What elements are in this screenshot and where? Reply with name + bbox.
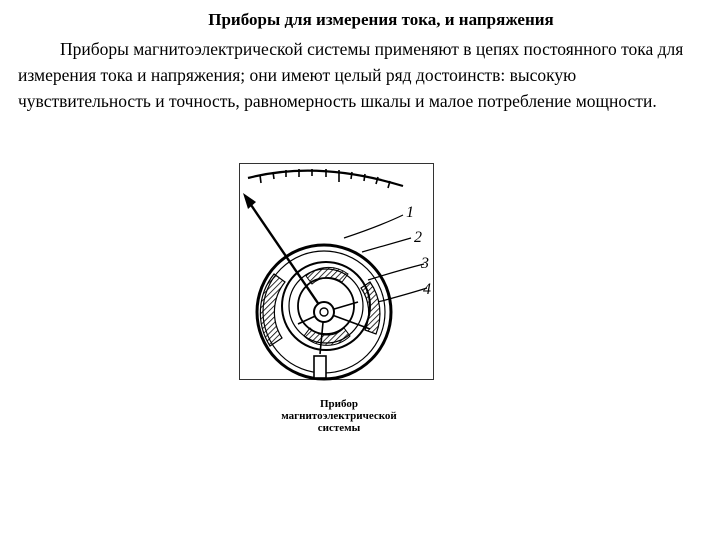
core-segment-bottom bbox=[304, 328, 350, 345]
magnetoelectric-device-drawing bbox=[240, 164, 435, 381]
caption-line: Прибор bbox=[320, 398, 358, 410]
device-figure bbox=[239, 163, 434, 380]
callout-2: 2 bbox=[414, 229, 422, 246]
body-paragraph: Приборы магнитоэлектрической системы применяют в цепях постоянного тока для измерения тока и напряжения; они имеют целый ряд достоинств: высокую чувствительность и точность, равномерность шкалы и малое потребление мощности. bbox=[18, 39, 684, 111]
core-segment-top bbox=[306, 267, 348, 284]
caption-line: магнитоэлектрической bbox=[281, 410, 397, 422]
page-title: Приборы для измерения тока, и напряжения bbox=[208, 10, 554, 29]
callout-4: 4 bbox=[423, 281, 431, 298]
bottom-terminal bbox=[314, 356, 326, 378]
callout-3: 3 bbox=[421, 255, 429, 272]
callout-1: 1 bbox=[406, 204, 414, 221]
caption-line: системы bbox=[317, 422, 361, 434]
pointer-tip bbox=[243, 193, 256, 209]
figure-caption bbox=[248, 398, 430, 434]
